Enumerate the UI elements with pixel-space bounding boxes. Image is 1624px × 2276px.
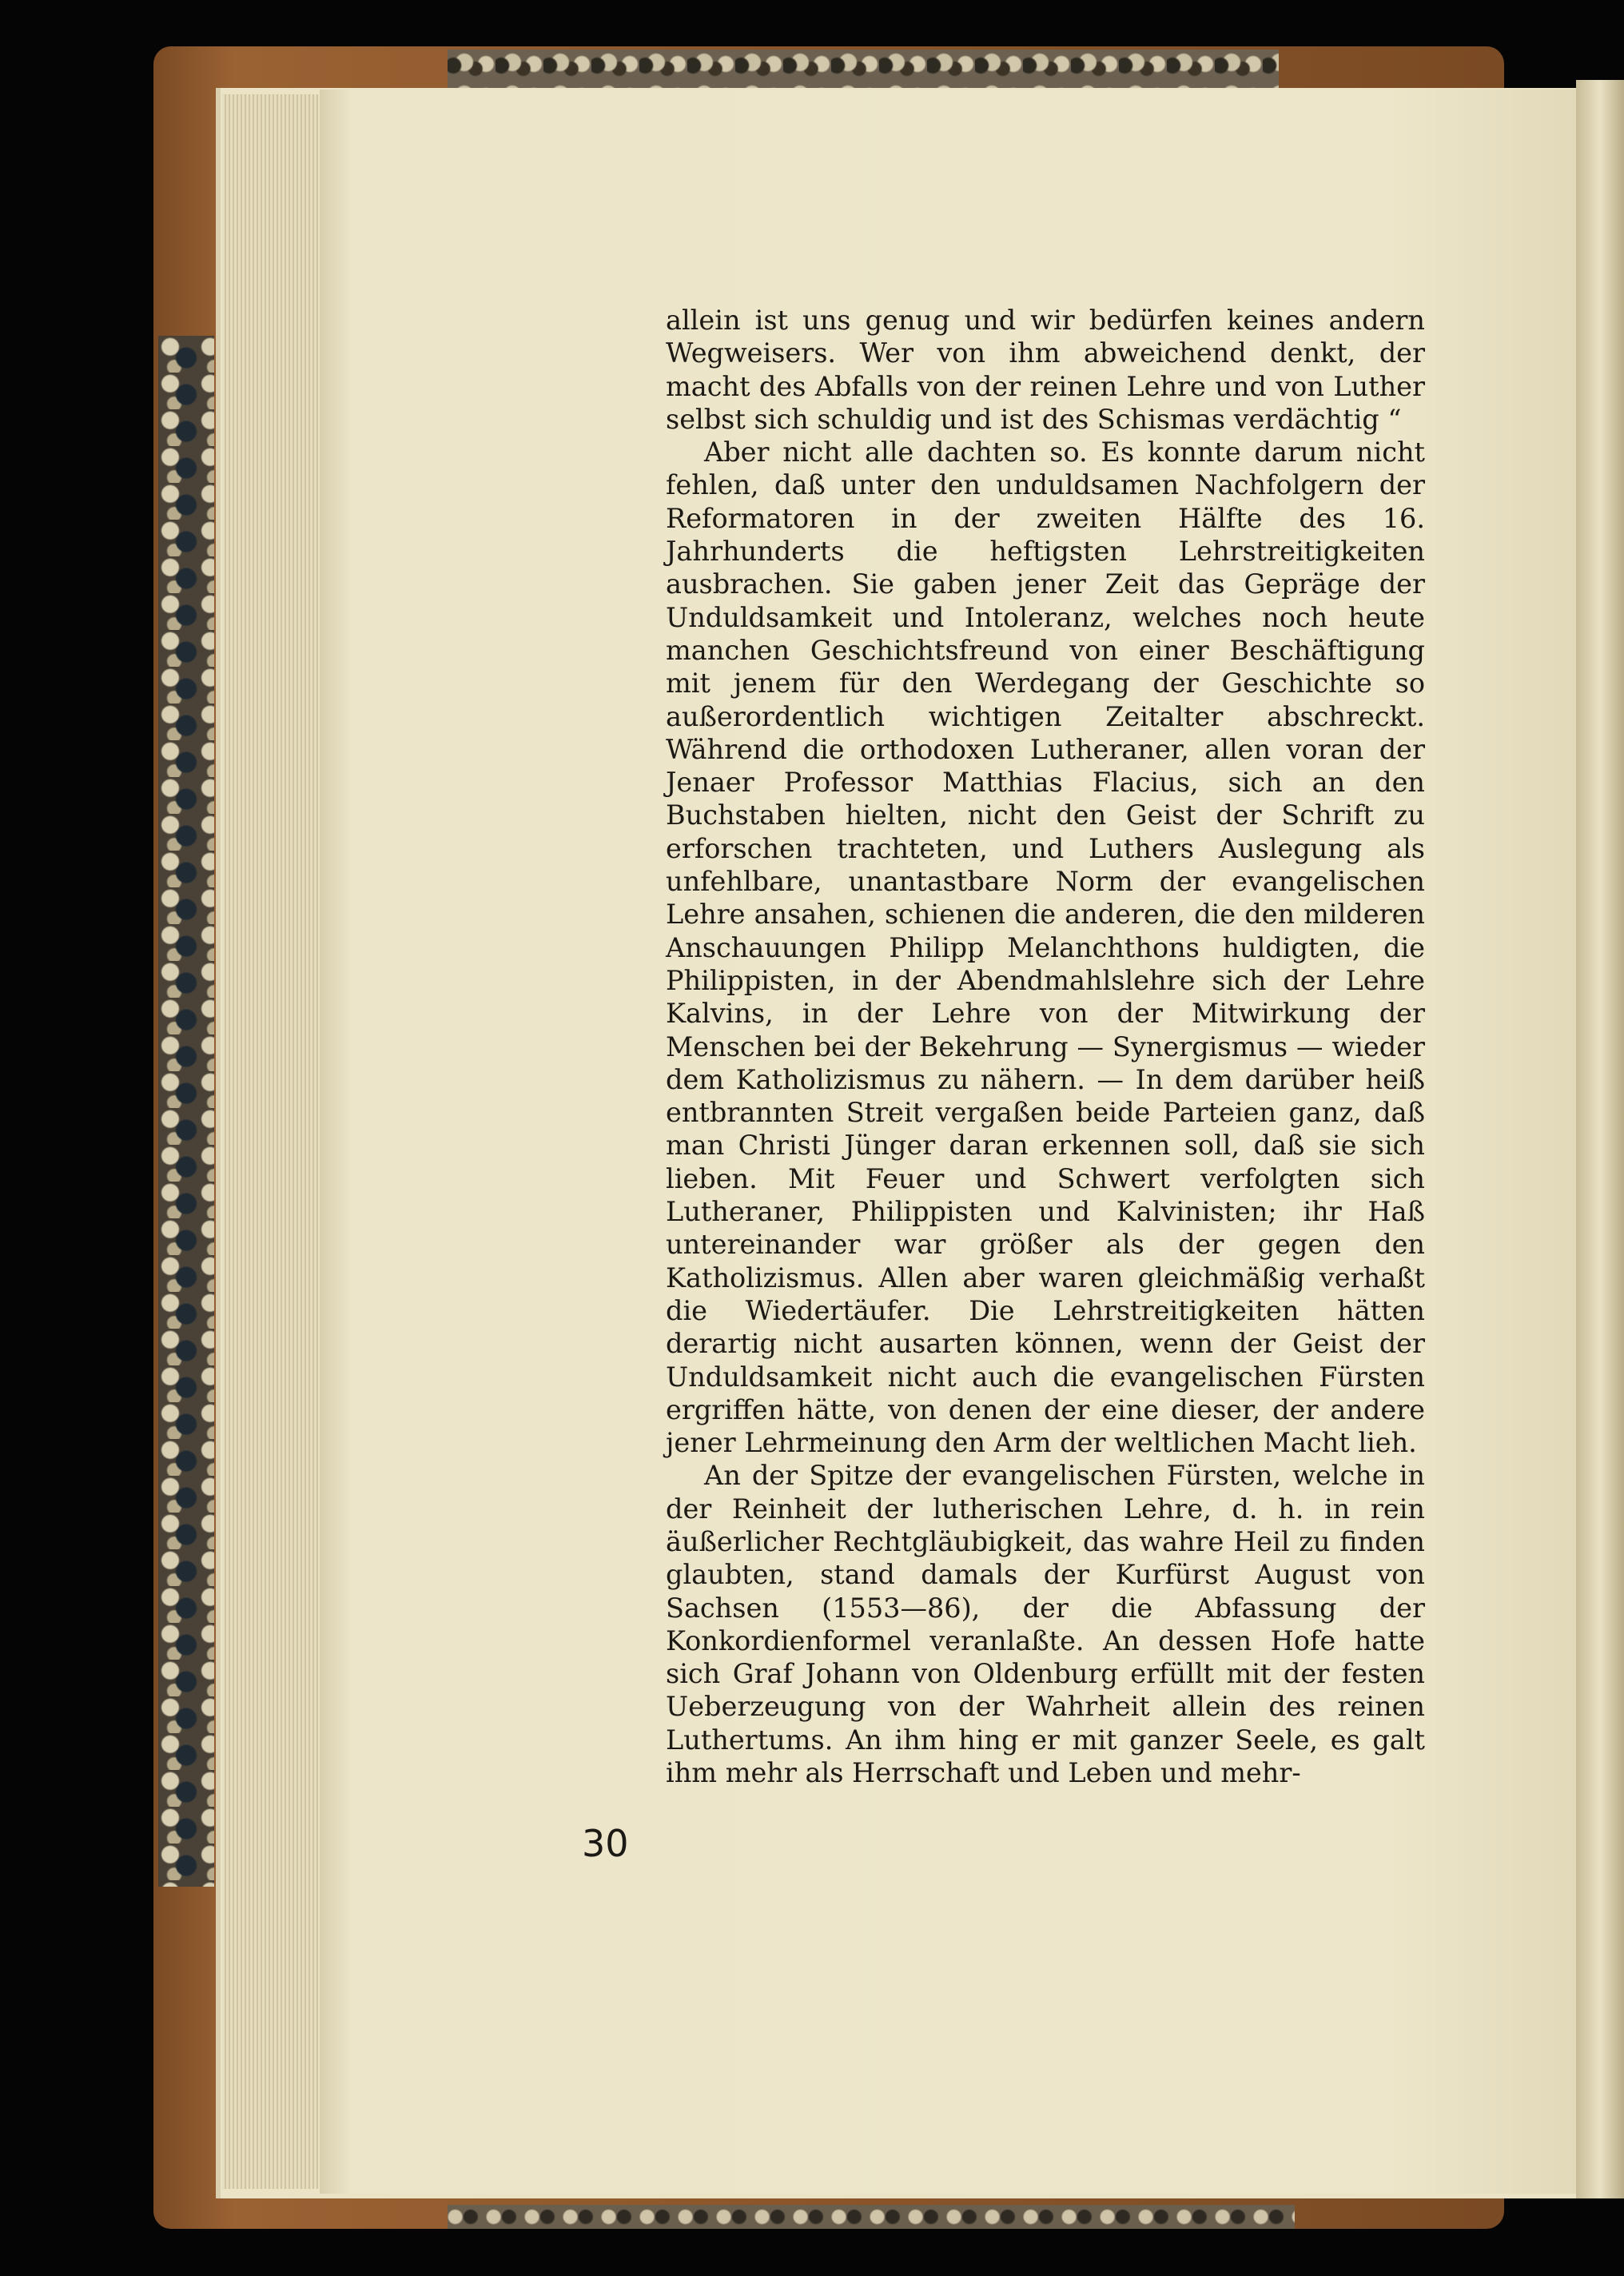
marbled-edge-top (448, 50, 1279, 94)
marbled-spine (158, 336, 214, 1887)
marbled-edge-bottom (448, 2205, 1295, 2229)
paragraph-1: allein ist uns genug und wir bedürfen keines andern Wegweisers. Wer von ihm abweichend denkt, der macht des Abfalls von der reinen Lehre und von Luther selbst sich schuldig und ist des Schismas verdächtig “ (666, 305, 1425, 435)
page-number: 30 (582, 1822, 629, 1865)
body-text (666, 304, 1425, 1789)
paragraph-3: An der Spitze der evangelischen Fürsten, welche in der Reinheit der lutherischen Lehre, d. h. in rein äußerlicher Rechtgläubigkeit, das wahre Heil zu finden glaubten, stand damals der Kurfürst August von Sachsen (1553—86), der die Abfassung der Konkordienformel veranlaßte. An dessen Hofe hatte sich Graf Johann von Oldenburg erfüllt mit der festen Ueberzeugung von der Wahrheit allein des reinen Luthertums. An ihm hing er mit ganzer Seele, es galt ihm mehr als Herrschaft und Leben und mehr- (666, 1460, 1425, 1789)
paragraph-2: Aber nicht alle dachten so. Es konnte darum nicht fehlen, daß unter den unduldsamen Nachfolgern der Reformatoren in der zweiten Hälfte des 16. Jahrhunderts die heftigsten Lehrstreitigkeiten ausbrachen. Sie gaben jener Zeit das Gepräge der Unduldsamkeit und Intoleranz, welches noch heute manchen Geschichtsfreund von einer Beschäftigung mit jenem für den Werdegang der Geschichte so außerordentlich wichtigen Zeitalter abschreckt. Während die orthodoxen Lutheraner, allen voran der Jenaer Professor Matthias Flacius, sich an den Buchstaben hielten, nicht den Geist der Schrift zu erforschen trachteten, und Luthers Auslegung als unfehlbare, unantastbare Norm der evangelischen Lehre ansahen, schienen die anderen, die den milderen Anschauungen Philipp Melanchthons huldigten, die Philippisten, in der Abendmahlslehre sich der Lehre Kalvins, in der Lehre von der Mitwirkung der Menschen bei der Bekehrung — Synergismus — wieder dem Katholizismus zu nähern. — In dem darüber heiß entbrannten Streit vergaßen beide Parteien ganz, daß man Christi Jünger daran erkennen soll, daß sie sich lieben. Mit Feuer und Schwert verfolgten sich Lutheraner, Philippisten und Kalvinisten; ihr Haß untereinander war größer als der gegen den Katholizismus. Allen aber waren gleichmäßig verhaßt die Wiedertäufer. Die Lehrstreitigkeiten hätten derartig nicht ausarten können, wenn der Geist der Unduldsamkeit nicht auch die evangelischen Fürsten ergriffen hätte, von denen der eine dieser, der andere jener Lehrmeinung den Arm der weltlichen Macht lieh. (666, 436, 1425, 1459)
page-edges (222, 94, 318, 2189)
next-page-edge (1576, 80, 1624, 2198)
